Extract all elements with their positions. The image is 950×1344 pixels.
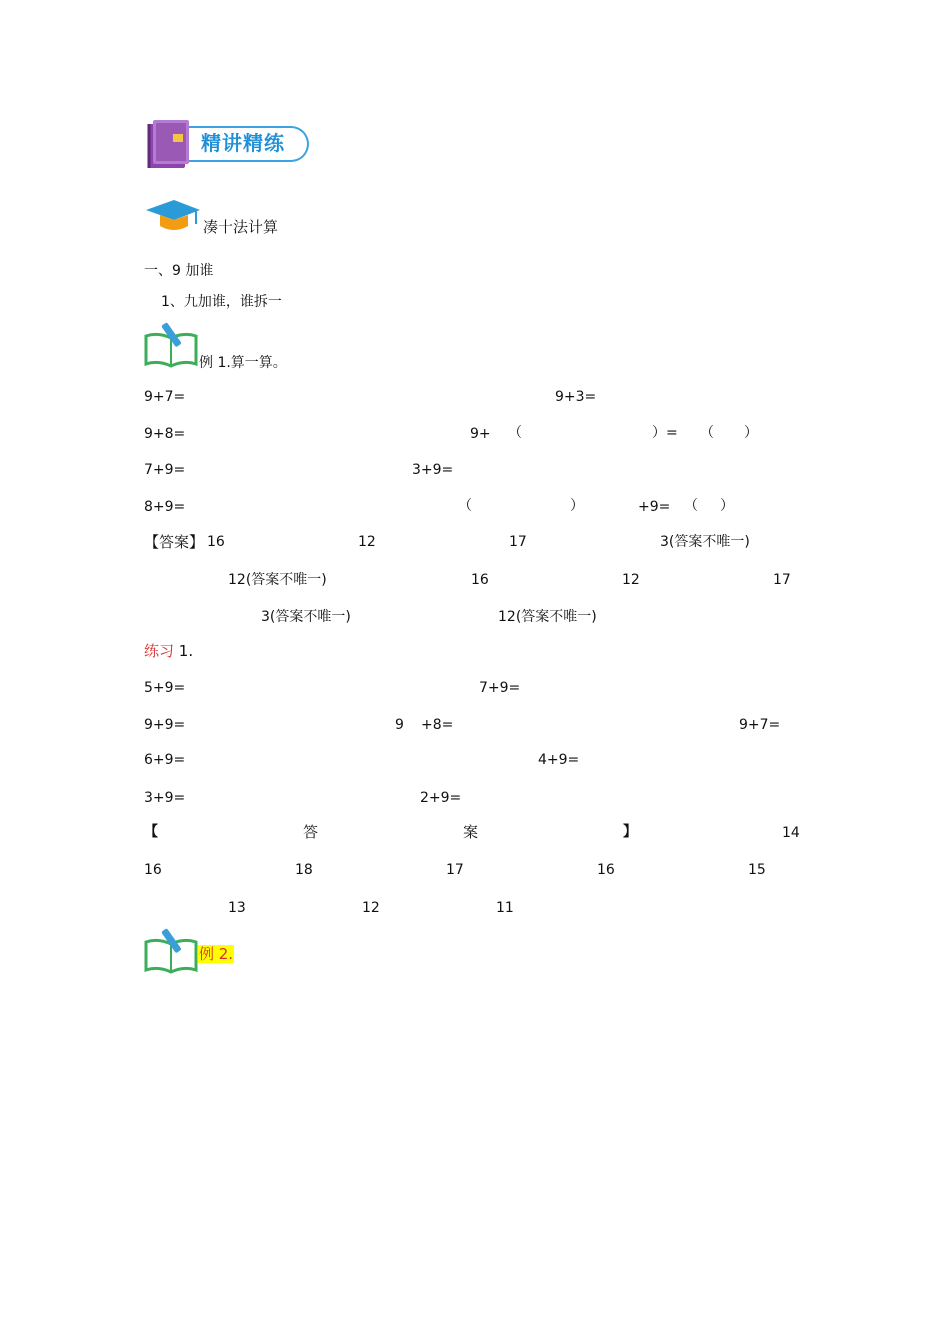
problem: 9+8= (144, 426, 186, 442)
problem: +9= (638, 499, 671, 515)
answer-value: 3(答案不唯一) (660, 534, 750, 550)
answer-value: 16 (471, 572, 489, 588)
section-banner (145, 112, 315, 172)
problem: 2+9= (420, 790, 462, 806)
bracket: （ (684, 498, 698, 514)
problem: 9+7= (144, 389, 186, 405)
bracket: ）= (652, 425, 678, 441)
answer-value: 16 (597, 862, 615, 878)
answer-label: 【答案】 (144, 533, 205, 551)
bracket: ） (570, 498, 584, 514)
answer-value: 12 (362, 900, 380, 916)
problem: 7+9= (479, 680, 521, 696)
bracket: ） (744, 425, 758, 441)
answer-value: 16 (144, 862, 162, 878)
answer-label-part: 答 (303, 823, 319, 841)
problem: 3+9= (144, 790, 186, 806)
answer-value: 12(答案不唯一) (228, 572, 327, 588)
answer-value: 3(答案不唯一) (261, 609, 351, 625)
problem: 5+9= (144, 680, 186, 696)
banner-title: 精讲精练 (201, 131, 285, 155)
answer-value: 12(答案不唯一) (498, 609, 597, 625)
problem: +8= (421, 717, 454, 733)
answer-value: 12 (622, 572, 640, 588)
problem: 9+9= (144, 717, 186, 733)
practice-1-label (144, 642, 193, 660)
example-2-text: 例 2. (199, 945, 234, 963)
open-book-pencil-icon (144, 322, 198, 368)
graduation-cap-icon (144, 196, 202, 234)
problem: 4+9= (538, 752, 580, 768)
bracket: 8+9= (144, 499, 186, 515)
answer-value: 17 (509, 534, 527, 550)
answer-value: 17 (773, 572, 791, 588)
practice-number: 1. (178, 642, 194, 660)
heading-1: 一、9 加谁 (144, 263, 214, 279)
problem: 9+7= (739, 717, 781, 733)
rule-text: 1、九加谁，谁拆一 (161, 294, 282, 310)
problem: 9+3= (555, 389, 597, 405)
answer-value: 14 (782, 825, 800, 841)
answer-value: 18 (295, 862, 313, 878)
problem: 9 (395, 717, 404, 733)
problem: 9+ (470, 426, 491, 442)
answer-value: 17 (446, 862, 464, 878)
bracket: （ (700, 425, 714, 441)
problem: 7+9= (144, 462, 186, 478)
answer-value: 12 (358, 534, 376, 550)
purple-book-icon (145, 114, 195, 172)
bracket: ） (720, 498, 734, 514)
example-1-label: 例 1.算一算。 (199, 355, 287, 371)
section-title: 凑十法计算 (203, 218, 279, 236)
problem: 6+9= (144, 752, 186, 768)
answer-value: 13 (228, 900, 246, 916)
answer-label-part: 【 (144, 824, 158, 840)
answer-value: 11 (496, 900, 514, 916)
bracket: （ (458, 498, 472, 514)
problem: 3+9= (412, 462, 454, 478)
answer-label-part: 】 (623, 824, 637, 840)
open-book-pencil-icon (144, 928, 198, 974)
answer-value: 15 (748, 862, 766, 878)
answer-value: 16 (207, 534, 225, 550)
practice-label: 练习 (144, 642, 175, 660)
example-2-label (198, 945, 234, 963)
answer-label-part: 案 (463, 823, 479, 841)
bracket: （ (508, 425, 522, 441)
